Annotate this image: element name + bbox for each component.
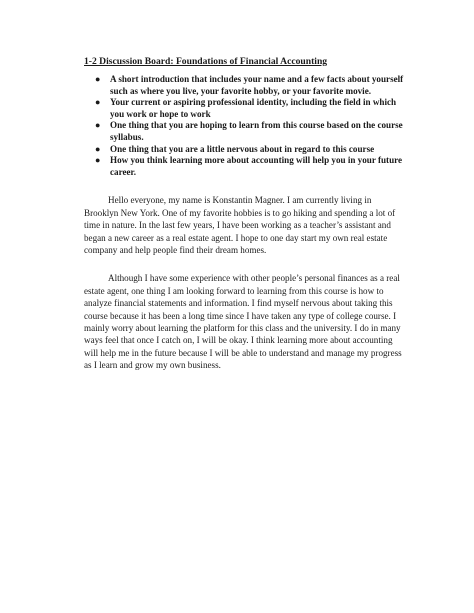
bullet-text: Your current or aspiring professional identity, including the field in which you work or hope to work bbox=[110, 97, 397, 119]
body-paragraph-learning: Although I have some experience with other people’s personal finances as a real estate agent, one thing I am looking forward to learning from this course is how to analyze financial statements and information. I find myself nervous about taking this course because it has been a long time since I have taken any type of college course. I mainly worry about learning the platform for this class and the university. I do in many ways feel that once I catch on, I will be okay. I think learning more about accounting will help me in the future because I will be able to understand and manage my progress as I learn and grow my own business. bbox=[84, 273, 402, 371]
bullet-text: One thing that you are hoping to learn from this course based on the course syllabus. bbox=[110, 120, 403, 142]
bullet-text: A short introduction that includes your name and a few facts about yourself such as where you live, your favorite hobby, or your favorite movie. bbox=[110, 74, 404, 96]
bullet-icon: ● bbox=[95, 74, 101, 84]
bullet-item bbox=[84, 144, 406, 156]
bullet-item bbox=[84, 120, 406, 143]
bullet-item bbox=[84, 74, 406, 97]
bullet-icon: ● bbox=[95, 143, 101, 154]
bullet-icon: ● bbox=[95, 97, 101, 108]
document-heading: 1-2 Discussion Board: Foundations of Financial Accounting bbox=[84, 56, 328, 67]
bullet-text: How you think learning more about accounting will help you in your future career. bbox=[110, 155, 403, 177]
bullet-item bbox=[84, 97, 406, 120]
bullet-icon: ● bbox=[95, 120, 101, 131]
document-content bbox=[84, 56, 406, 372]
prompt-bullet-list bbox=[84, 74, 406, 178]
bullet-text: One thing that you are a little nervous about in regard to this course bbox=[110, 143, 375, 154]
body-paragraph-intro: Hello everyone, my name is Konstantin Magner. I am currently living in Brooklyn New York. One of my favorite hobbies is to go hiking and spending a lot of time in nature. In the last few years, I have been working as a teacher’s assistant and began a new career as a real estate agent. I hope to one day start my own real estate company and help people find their dream homes. bbox=[84, 195, 396, 255]
bullet-item bbox=[84, 155, 406, 178]
bullet-icon: ● bbox=[95, 155, 101, 166]
